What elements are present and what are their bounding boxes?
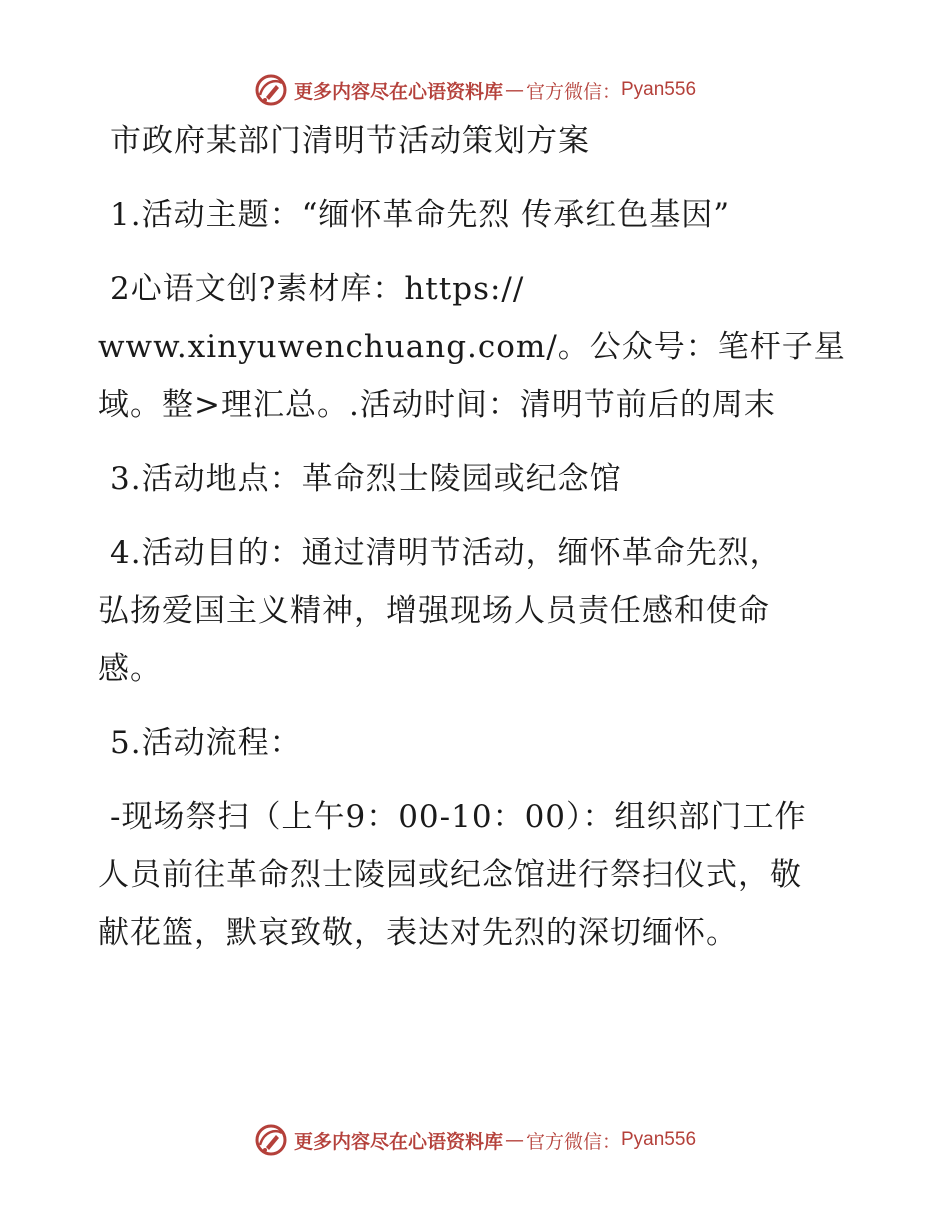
item-2-line-2: www.xinyuwenchuang.com/。公众号：笔杆子星 xyxy=(98,329,846,365)
banner-main-text: 更多内容尽在心语资料库 xyxy=(293,1130,503,1153)
banner-wechat-label: 官方微信： xyxy=(525,80,621,103)
banner-wechat-label: 官方微信： xyxy=(525,1130,621,1153)
item-5-sub-line-1: -现场祭扫（上午9：00-10：00）：组织部门工作 xyxy=(110,799,807,835)
item-5-sub-line-2: 人员前往革命烈士陵园或纪念馆进行祭扫仪式，敬 xyxy=(98,857,802,893)
banner-separator: — xyxy=(504,1129,524,1151)
document-title: 市政府某部门清明节活动策划方案 xyxy=(110,123,590,159)
footer-banner xyxy=(0,1120,950,1160)
item-5-sub-line-3: 献花篮，默哀致敬，表达对先烈的深切缅怀。 xyxy=(98,915,738,951)
item-5-process: 5.活动流程： xyxy=(110,725,302,761)
banner-wechat-id: Pyan556 xyxy=(621,79,697,100)
item-2-line-1: 2心语文创?素材库：https:// xyxy=(110,271,525,307)
document-body xyxy=(98,118,858,956)
item-4-line-3: 感。 xyxy=(98,651,162,687)
banner-wechat-id: Pyan556 xyxy=(621,1129,697,1150)
item-2-line-3: 域。整>理汇总。.活动时间：清明节前后的周末 xyxy=(98,387,776,423)
banner-separator: — xyxy=(504,79,524,101)
item-3-location: 3.活动地点：革命烈士陵园或纪念馆 xyxy=(110,461,622,497)
item-4-line-2: 弘扬爱国主义精神，增强现场人员责任感和使命 xyxy=(98,593,770,629)
header-banner xyxy=(0,70,950,110)
pen-logo-icon xyxy=(254,1123,288,1157)
banner-main-text: 更多内容尽在心语资料库 xyxy=(293,80,503,103)
item-1-theme: 1.活动主题：“缅怀革命先烈 传承红色基因” xyxy=(110,197,731,233)
pen-logo-icon xyxy=(254,73,288,107)
item-4-line-1: 4.活动目的：通过清明节活动，缅怀革命先烈， xyxy=(110,535,782,571)
